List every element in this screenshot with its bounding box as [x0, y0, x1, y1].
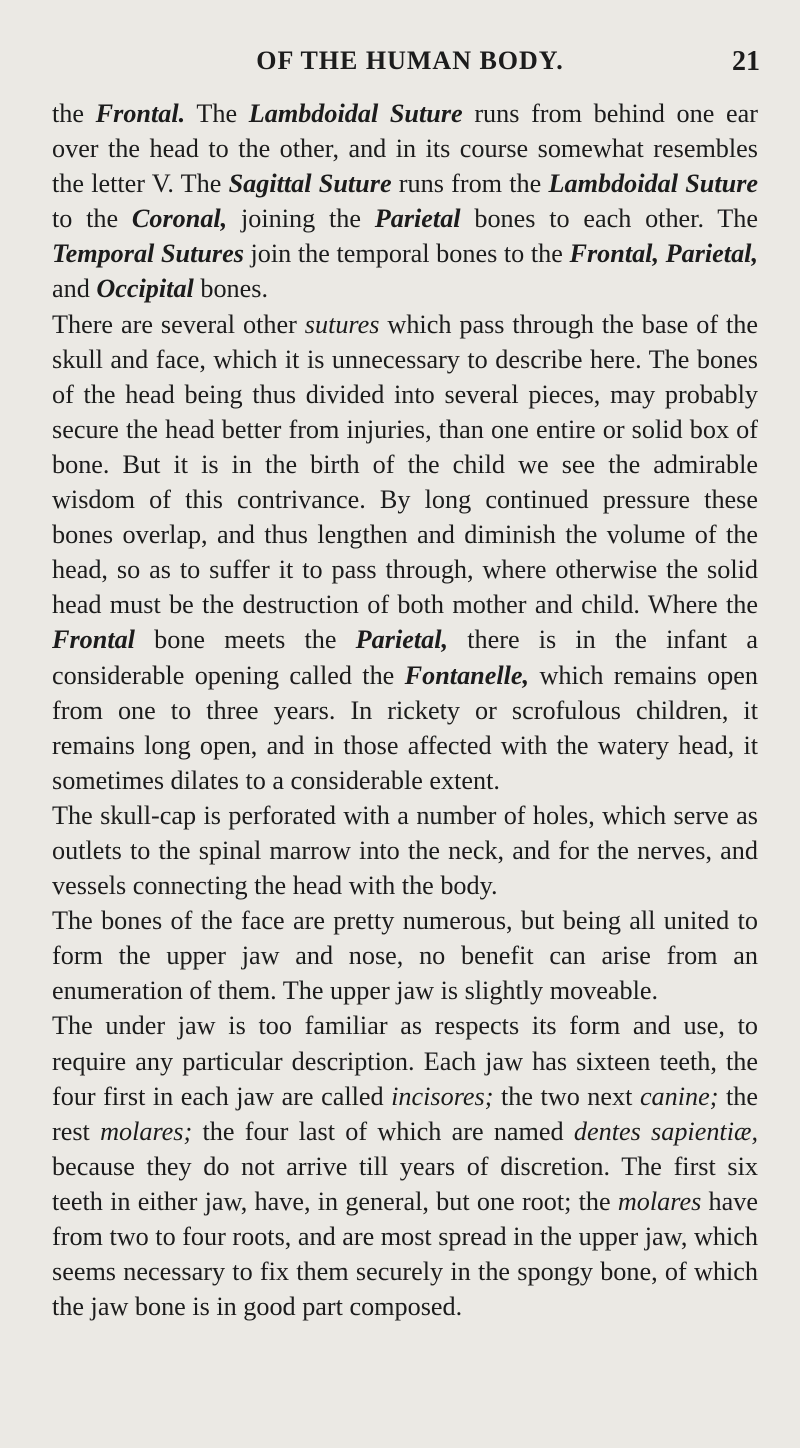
- text-run: which remains open from one to three years. In rickety or scrofulous children, it remains long open, and in those affected with the watery head, it sometimes dilates to a considerable extent.: [52, 660, 758, 795]
- emphasis-term: Parietal,: [355, 625, 449, 655]
- text-run: The: [185, 99, 249, 128]
- text-run: The bones of the face are pretty numerous, but being all united to form the upper jaw and nose, no benefit can arise from an enumeration of them. The upper jaw is slightly moveable.: [52, 906, 758, 1006]
- italic-term: dentes sapientiæ,: [573, 1116, 758, 1146]
- text-run: the four last of which are named: [192, 1116, 574, 1146]
- text-run: the two next: [493, 1081, 640, 1111]
- text-run: the: [52, 99, 96, 128]
- text-run: there is in the infant a considerable opening called the: [52, 625, 758, 690]
- text-run: to the: [52, 204, 132, 234]
- page-number: 21: [732, 46, 760, 77]
- emphasis-term: Occipital: [96, 274, 194, 304]
- text-run: joining the: [227, 204, 375, 234]
- text-run: because they do not arrive till years of discretion. The first six teeth in either jaw, have, in general, but one root; the: [52, 1151, 758, 1216]
- text-run: The under jaw is too familiar as respects its form and use, to require any particular description. Each jaw has sixteen teeth, the four first in each jaw are called: [52, 1011, 758, 1111]
- paragraph-other-sutures: [52, 307, 758, 798]
- running-title: OF THE HUMAN BODY.: [256, 46, 564, 75]
- text-run: and: [52, 274, 97, 304]
- emphasis-term: Frontal.: [95, 99, 186, 128]
- emphasis-term: Coronal,: [131, 204, 228, 234]
- text-run: join the temporal bones to the: [243, 239, 570, 269]
- emphasis-term: Temporal Sutures: [52, 239, 244, 269]
- italic-term: incisores;: [391, 1081, 494, 1111]
- page-body: [52, 96, 758, 1324]
- paragraph-under-jaw: [52, 1008, 758, 1324]
- page-header: [60, 46, 760, 86]
- text-run: which pass through the base of the skull and face, which it is unnecessary to describe here. The bones of the head being thus divided into several pieces, may probably secure the head better from injuries, than one entire or solid box of bone. But it is in the birth of the child we see the admirable wisdom of this contrivance. By long continued pressure these bones overlap, and thus lengthen and diminish the volume of the head, so as to suffer it to pass through, where otherwise the solid head must be the destruction of both mother and child. Where the: [52, 309, 759, 620]
- italic-term: canine;: [639, 1081, 719, 1111]
- paragraph-skull-cap: [52, 798, 758, 903]
- italic-term: sutures: [304, 309, 380, 339]
- paragraph-sutures: [52, 96, 758, 307]
- emphasis-term: Lambdoidal Suture: [248, 99, 463, 128]
- text-run: There are several other: [52, 309, 305, 339]
- text-run: have from two to four roots, and are most spread in the upper jaw, which seems necessary to fix them securely in the spongy bone, of which the jaw bone is in good part composed.: [52, 1186, 758, 1322]
- text-run: The skull-cap is perforated with a number of holes, which serve as outlets to the spinal marrow into the neck, and for the nerves, and vessels connecting the head with the body.: [52, 800, 758, 901]
- italic-term: molares: [617, 1186, 702, 1216]
- emphasis-term: Lambdoidal Suture: [548, 169, 759, 199]
- text-run: runs from behind one ear over the head to the other, and in its course somewhat resembles the letter V. The: [52, 99, 758, 199]
- emphasis-term: Frontal: [52, 625, 135, 655]
- paragraph-face-bones: [52, 903, 758, 1008]
- text-run: the rest: [52, 1081, 758, 1146]
- italic-term: molares;: [100, 1116, 193, 1146]
- text-run: bone meets the: [134, 625, 356, 655]
- text-run: runs from the: [391, 169, 549, 199]
- emphasis-term: Frontal, Parietal,: [569, 239, 758, 269]
- emphasis-term: Fontanelle,: [404, 660, 530, 690]
- text-run: bones.: [193, 274, 269, 304]
- text-run: bones to each other. The: [460, 204, 758, 234]
- emphasis-term: Sagittal Suture: [228, 169, 392, 199]
- emphasis-term: Parietal: [374, 204, 461, 234]
